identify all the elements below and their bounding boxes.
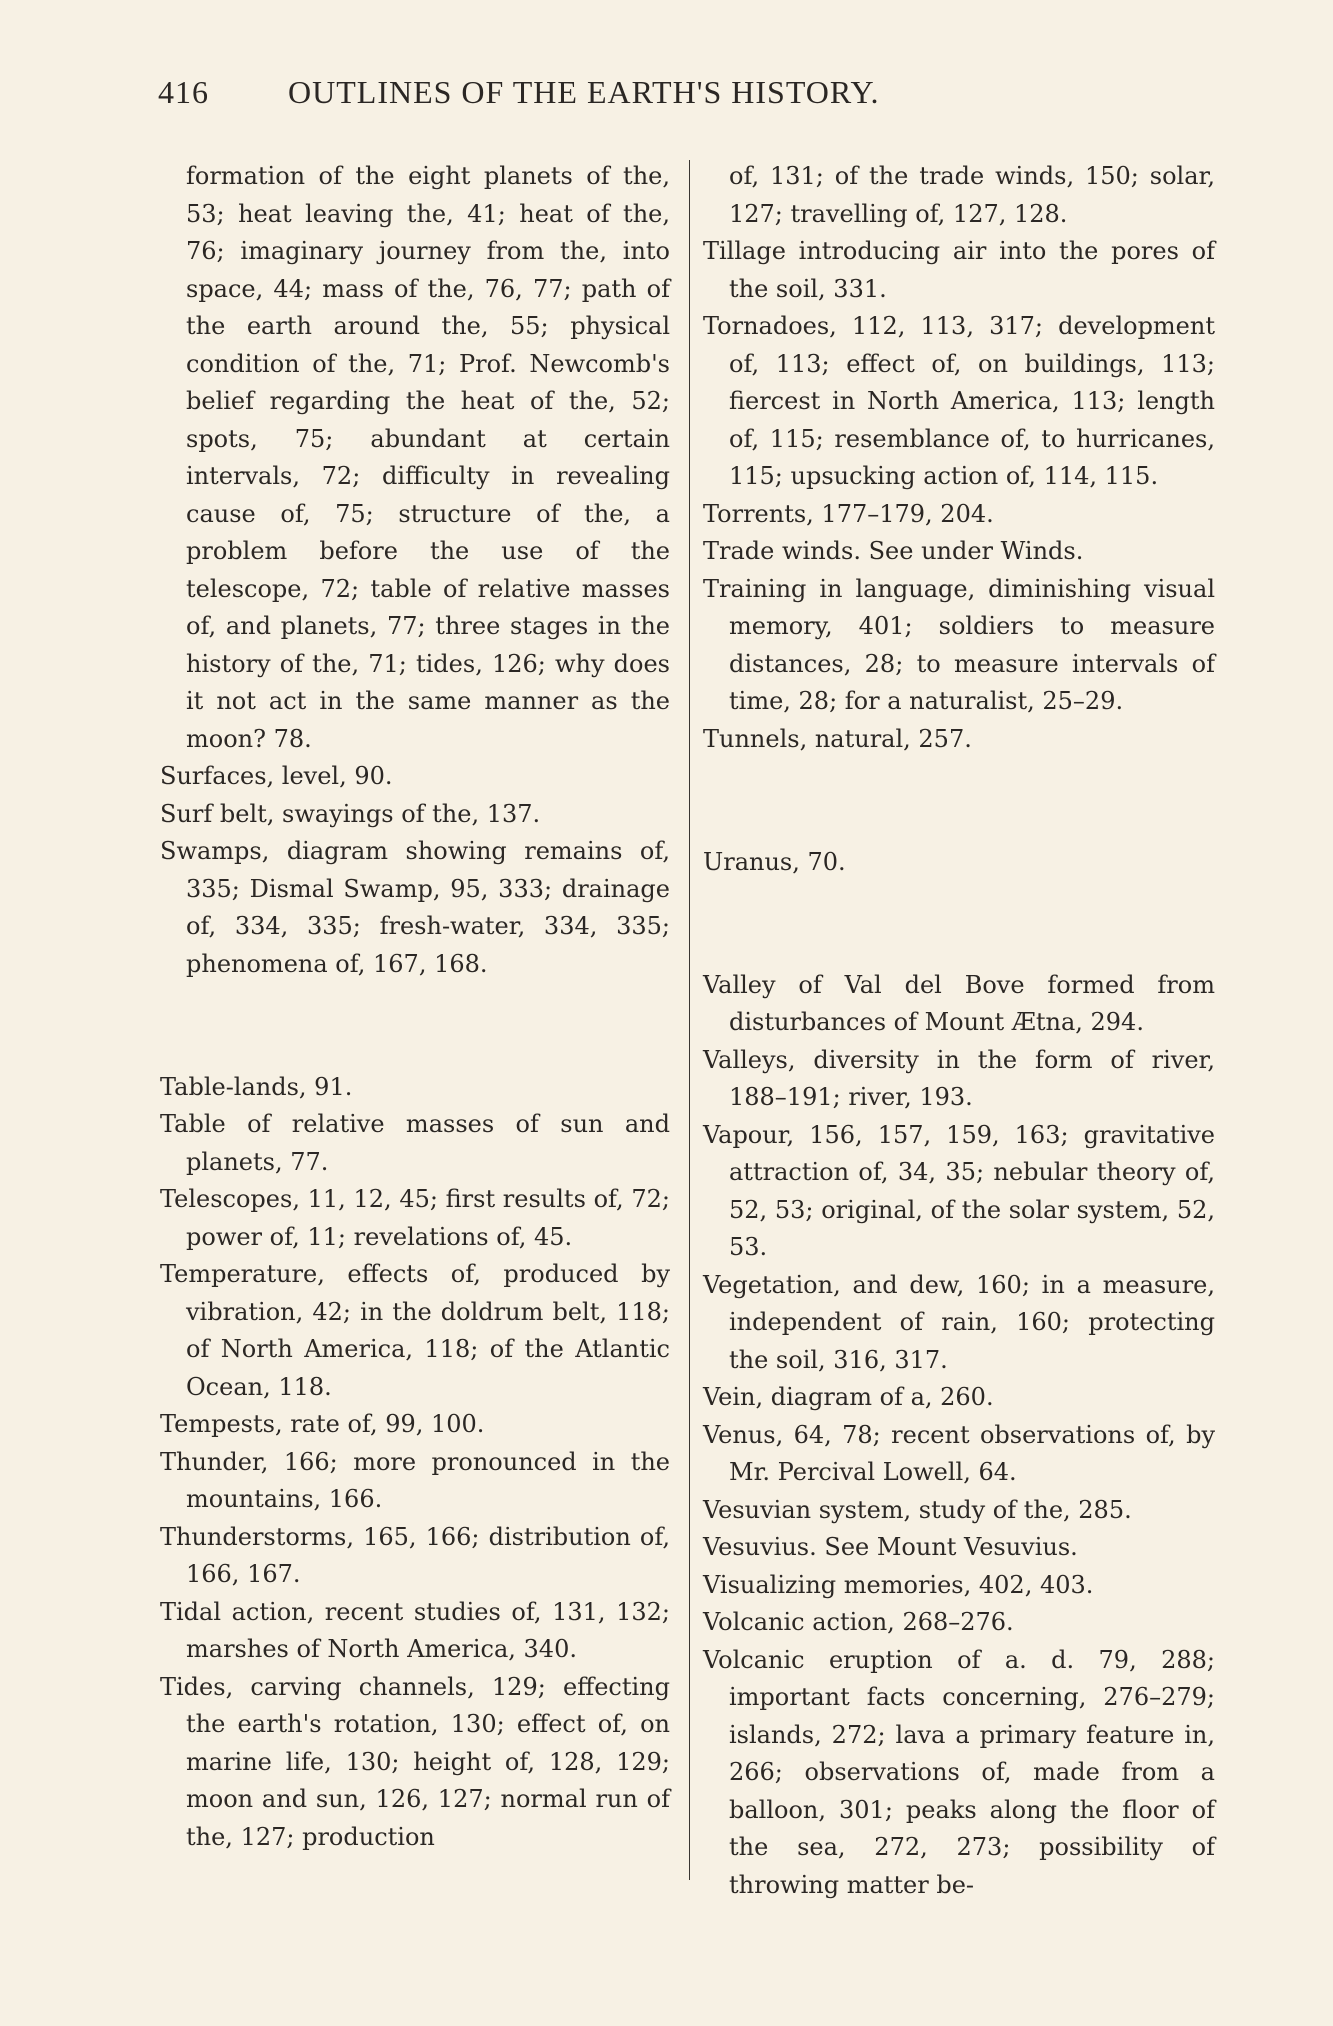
index-entry: Tillage introducing air into the pores of the soil, 331. xyxy=(703,237,1215,303)
index-entry: Surf belt, swayings of the, 137. xyxy=(160,799,541,828)
index-entry: Tidal action, recent studies of, 131, 132; marshes of North America, 340. xyxy=(160,1597,670,1663)
index-entry: Vapour, 156, 157, 159, 163; gravitative attraction of, 34, 35; nebular theory of, 52, 53; original, of the solar system, 52, 53. xyxy=(703,1120,1215,1261)
index-entry: Swamps, diagram showing remains of, 335; Dismal Swamp, 95, 333; drainage of, 334, 335; fresh-water, 334, 335; phenomena of, 167, 168. xyxy=(160,837,670,978)
section-gap xyxy=(703,782,1215,820)
index-entry: of, 131; of the trade winds, 150; solar, 127; travelling of, 127, 128. xyxy=(729,162,1215,228)
index-entry: Surfaces, level, 90. xyxy=(160,762,393,790)
running-head xyxy=(158,74,1078,111)
index-entry: Vein, diagram of a, 260. xyxy=(703,1383,994,1411)
index-entry: formation of the eight planets of the, 53; heat leaving the, 41; heat of the, 76; imaginary journey from the, into space, 44; mass of the, 76, 77; path of the earth around the, 55; physical condition of the, 71; Prof. Newcomb's belief regarding the heat of the, 52; spots, 75; abundant at certain intervals, 72; difficulty in revealing cause of, 75; structure of the, a problem before the use of the telescope, 72; table of relative masses of, and planets, 77; three stages in the history of the, 71; tides, 126; why does it not act in the same manner as the moon? 78. xyxy=(186,162,670,753)
index-entry: Temperature, effects of, produced by vibration, 42; in the doldrum belt, 118; of North America, 118; of the Atlantic Ocean, 118. xyxy=(160,1260,670,1401)
index-entry: Tornadoes, 112, 113, 317; development of, 113; effect of, on buildings, 113; fiercest in North America, 113; length of, 115; resemblance of, to hurricanes, 115; upsucking action of, 114, 115. xyxy=(703,312,1215,490)
index-entry: Visualizing memories, 402, 403. xyxy=(703,1570,1094,1599)
index-entry: Vegetation, and dew, 160; in a measure, independent of rain, 160; protecting the soil, 316, 317. xyxy=(703,1270,1215,1374)
index-column-right xyxy=(703,158,1215,1904)
index-entry: Table of relative masses of sun and planets, 77. xyxy=(160,1110,670,1176)
index-entry: Tempests, rate of, 99, 100. xyxy=(160,1410,485,1438)
index-entry: Thunder, 166; more pronounced in the mountains, 166. xyxy=(160,1447,670,1513)
index-entry: Uranus, 70. xyxy=(703,847,846,876)
index-entry: Tunnels, natural, 257. xyxy=(703,724,972,753)
page-title: OUTLINES OF THE EARTH'S HISTORY. xyxy=(288,74,880,110)
section-gap xyxy=(160,1007,670,1045)
index-entry: Thunderstorms, 165, 166; distribution of, 166, 167. xyxy=(160,1522,670,1588)
index-entry: Valley of Val del Bove formed from disturbances of Mount Ætna, 294. xyxy=(703,970,1215,1036)
page-number: 416 xyxy=(158,74,209,110)
index-entry: Trade winds. See under Winds. xyxy=(703,537,1084,565)
index-entry: Venus, 64, 78; recent observations of, by Mr. Percival Lowell, 64. xyxy=(703,1420,1215,1486)
index-entry: Volcanic eruption of a. d. 79, 288; important facts concerning, 276–279; islands, 272; lava a primary feature in, 266; observations of, made from a balloon, 301; peaks along the floor of the sea, 272, 273; possibility of throwing matter be- xyxy=(703,1645,1215,1899)
index-entry: Tides, carving channels, 129; effecting the earth's rotation, 130; effect of, on marine life, 130; height of, 128, 129; moon and sun, 126, 127; normal run of the, 127; production xyxy=(160,1672,670,1851)
index-column-left xyxy=(160,158,670,1856)
index-entry: Training in language, diminishing visual memory, 401; soldiers to measure distances, 28; to measure intervals of time, 28; for a naturalist, 25–29. xyxy=(703,574,1215,715)
index-entry: Telescopes, 11, 12, 45; first results of, 72; power of, 11; revelations of, 45. xyxy=(160,1185,670,1251)
index-entry: Valleys, diversity in the form of river, 188–191; river, 193. xyxy=(703,1045,1215,1111)
index-entry: Vesuvius. See Mount Vesuvius. xyxy=(703,1533,1078,1561)
section-gap xyxy=(703,905,1215,943)
index-entry: Volcanic action, 268–276. xyxy=(703,1608,1014,1636)
column-divider xyxy=(689,160,690,1880)
index-entry: Vesuvian system, study of the, 285. xyxy=(703,1495,1132,1524)
index-entry: Torrents, 177–179, 204. xyxy=(703,499,994,528)
index-entry: Table-lands, 91. xyxy=(160,1072,353,1101)
